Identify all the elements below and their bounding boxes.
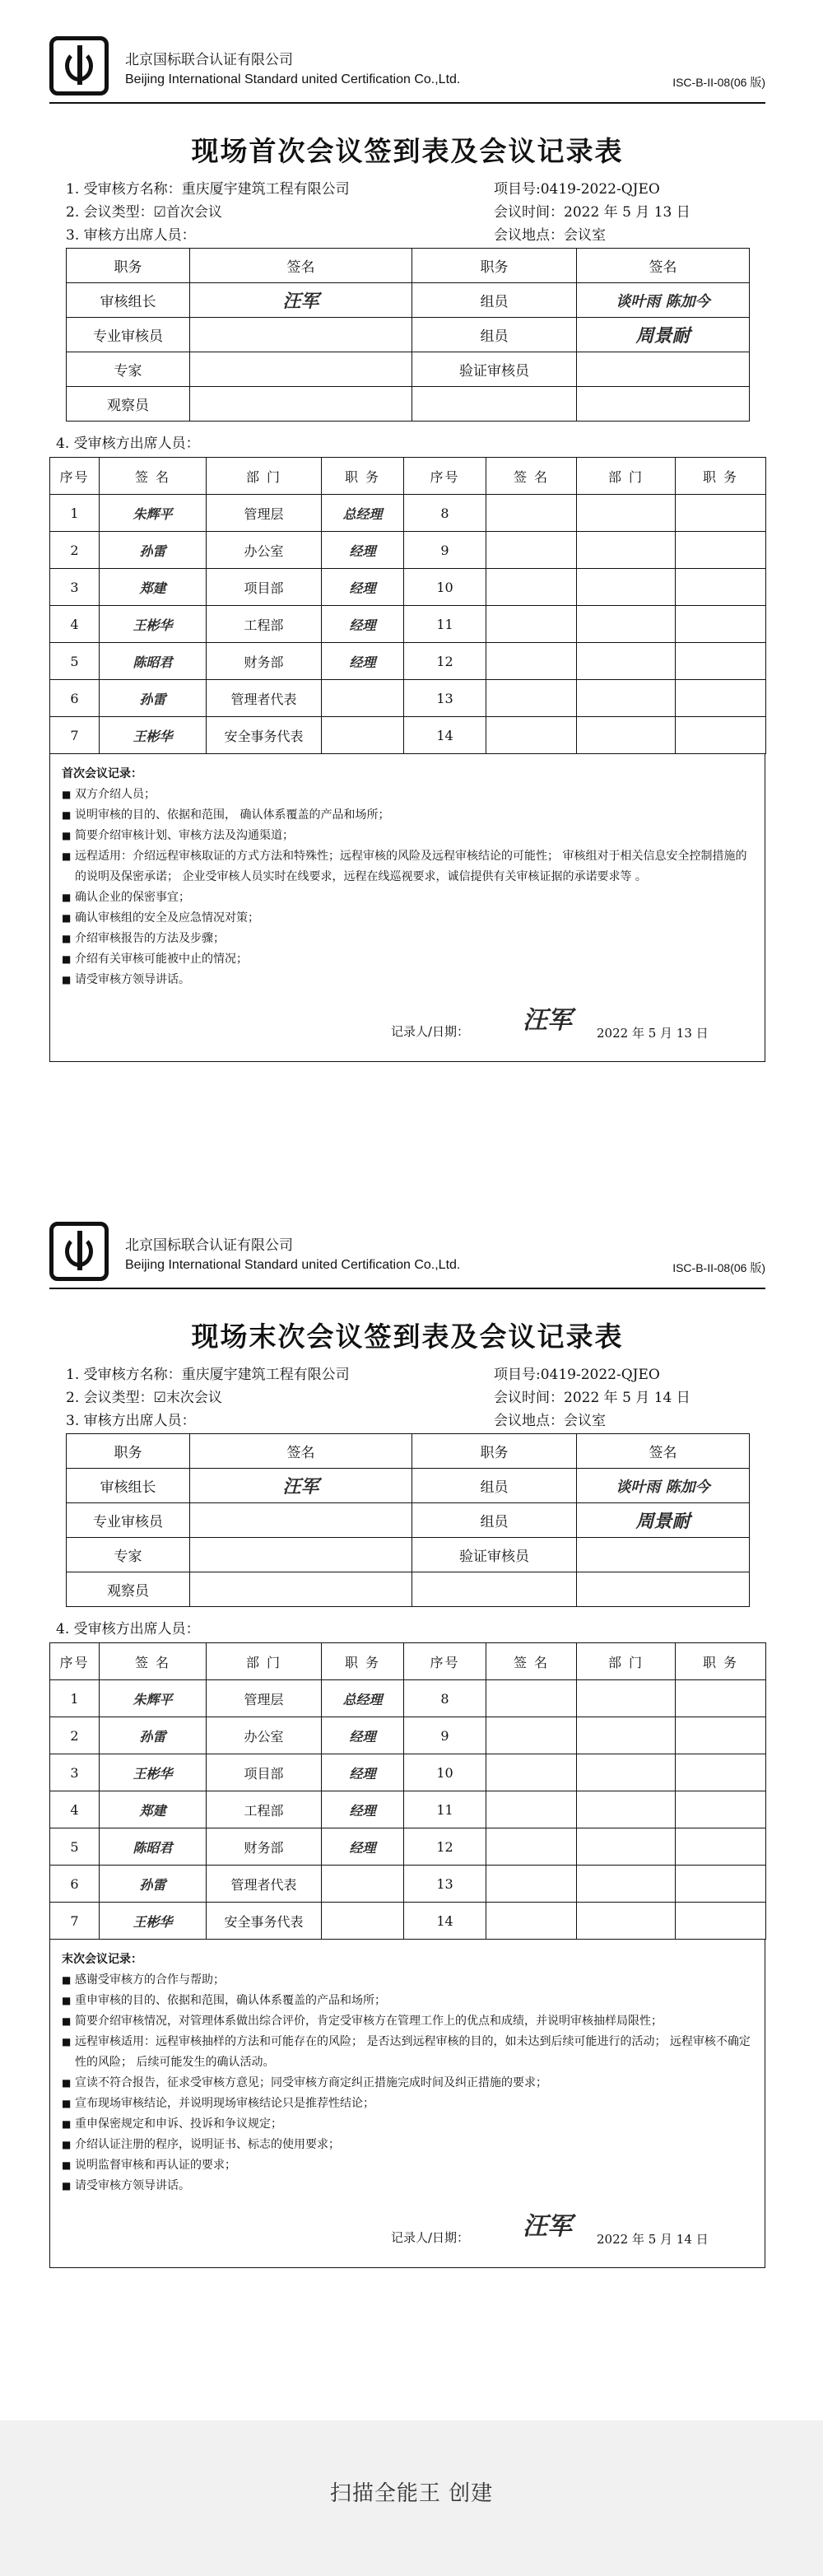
square-bullet-icon: ■	[62, 2159, 72, 2171]
list-item: ■ 远程审核适用：远程审核抽样的方法和可能存在的风险； 是否达到远程审核的目的，如未达到后续可能进行的活动； 远程审核不确定性的风险； 后续可能发生的确认活动。	[62, 2032, 753, 2073]
department: 项目部	[207, 1754, 322, 1791]
final-meeting-sheet	[49, 1218, 765, 2268]
row-number: 2	[50, 1717, 100, 1754]
signature: 周景耐	[577, 1503, 750, 1538]
auditor-attendance-table	[66, 248, 750, 422]
table-header-row	[50, 458, 766, 495]
list-item: ■ 请受审核方领导讲话。	[62, 2176, 753, 2196]
table-row	[50, 1717, 766, 1754]
table-row	[67, 1503, 750, 1538]
signature: 汪军	[190, 1469, 412, 1503]
list-item: ■ 确认企业的保密事宜；	[62, 887, 753, 908]
recorder-line	[62, 1006, 753, 1046]
row-number: 4	[50, 606, 100, 643]
header-cell: 职务	[67, 249, 190, 283]
role-cell: 观察员	[67, 387, 190, 422]
meeting-notes	[49, 754, 765, 1062]
signature: 王彬华	[100, 717, 207, 754]
auditee-name: 1. 受审核方名称：重庆厦宇建筑工程有限公司	[66, 1367, 350, 1383]
header-cell: 职务	[412, 1434, 577, 1469]
role-cell: 专家	[67, 352, 190, 387]
signature: 孙雷	[100, 532, 207, 569]
signature: 朱辉平	[100, 495, 207, 532]
table-row	[50, 1828, 766, 1866]
notes-title: 末次会议记录：	[62, 1953, 142, 1966]
square-bullet-icon: ■	[62, 1995, 72, 2006]
recorder-line	[62, 2212, 753, 2252]
scanner-footer	[0, 2420, 823, 2576]
company-name-cn: 北京国标联合认证有限公司	[125, 52, 293, 68]
position	[322, 680, 404, 717]
header-cell: 职 务	[676, 458, 766, 495]
position: 经理	[322, 1828, 404, 1866]
table-row	[67, 318, 750, 352]
header-cell: 部 门	[207, 1643, 322, 1680]
meeting-type: 2. 会议类型：☑首次会议	[66, 204, 222, 221]
list-item: ■ 说明审核的目的、依据和范围， 确认体系覆盖的产品和场所；	[62, 805, 753, 826]
list-item: ■ 宣布现场审核结论，并说明现场审核结论只是推荐性结论；	[62, 2094, 753, 2114]
position	[322, 1866, 404, 1903]
row-number: 3	[50, 1754, 100, 1791]
meeting-time: 会议时间：2022 年 5 月 13 日	[494, 204, 690, 221]
signature: 郑建	[100, 569, 207, 606]
list-item: ■ 介绍审核报告的方法及步骤；	[62, 929, 753, 949]
sheet-title: 现场末次会议签到表及会议记录表	[191, 1321, 624, 1353]
position: 经理	[322, 569, 404, 606]
department: 管理层	[207, 1680, 322, 1717]
row-number: 11	[404, 606, 486, 643]
table-row	[50, 643, 766, 680]
table-row	[50, 1903, 766, 1940]
row-number: 11	[404, 1791, 486, 1828]
table-row	[50, 1680, 766, 1717]
header-cell: 职 务	[322, 1643, 404, 1680]
row-number: 14	[404, 1903, 486, 1940]
header-cell: 签 名	[100, 458, 207, 495]
department: 办公室	[207, 1717, 322, 1754]
list-item: ■ 说明监督审核和再认证的要求；	[62, 2155, 753, 2176]
position: 经理	[322, 1754, 404, 1791]
row-number: 7	[50, 717, 100, 754]
header-cell: 序号	[404, 458, 486, 495]
square-bullet-icon: ■	[62, 974, 72, 985]
department: 工程部	[207, 1791, 322, 1828]
square-bullet-icon: ■	[62, 2077, 72, 2089]
list-item: ■ 远程适用：介绍远程审核取证的方式方法和特殊性；远程审核的风险及远程审核结论的可能性； 审核组对于相关信息安全控制措施的的说明及保密承诺； 企业受审核人员实时在线要求，远程在线巡视要求，诚信提供有关审核证据的承诺要求等 。	[62, 846, 753, 887]
table-header-row	[67, 249, 750, 283]
row-number: 5	[50, 1828, 100, 1866]
company-name-en: Beijing International Standard united Certification Co.,Ltd.	[125, 1258, 461, 1272]
row-number: 7	[50, 1903, 100, 1940]
signature: 孙雷	[100, 680, 207, 717]
recorder-signature: 汪军	[523, 2212, 572, 2241]
company-name-en: Beijing International Standard united Certification Co.,Ltd.	[125, 72, 461, 86]
meeting-info	[49, 1363, 765, 1433]
role-cell: 组员	[412, 1469, 577, 1503]
company-logo	[49, 36, 109, 95]
project-number: 项目号:0419-2022-QJEO	[494, 1367, 660, 1383]
position: 经理	[322, 606, 404, 643]
list-item: ■ 介绍有关审核可能被中止的情况；	[62, 949, 753, 970]
row-number: 3	[50, 569, 100, 606]
square-bullet-icon: ■	[62, 933, 72, 944]
table-row	[50, 717, 766, 754]
row-number: 9	[404, 1717, 486, 1754]
signature	[190, 1503, 412, 1538]
signature: 孙雷	[100, 1717, 207, 1754]
meeting-time: 会议时间：2022 年 5 月 14 日	[494, 1390, 690, 1406]
department: 财务部	[207, 643, 322, 680]
row-number: 6	[50, 680, 100, 717]
scanner-watermark: 扫描全能王 创建	[329, 2481, 494, 2506]
table-row	[50, 1754, 766, 1791]
department: 管理者代表	[207, 1866, 322, 1903]
recorder-label: 记录人/日期：	[391, 1024, 470, 1039]
square-bullet-icon: ■	[62, 2139, 72, 2150]
signature: 朱辉平	[100, 1680, 207, 1717]
header-cell: 职 务	[322, 458, 404, 495]
department: 办公室	[207, 532, 322, 569]
sheet-title: 现场首次会议签到表及会议记录表	[191, 135, 624, 167]
table-row	[50, 680, 766, 717]
table-row	[50, 1866, 766, 1903]
square-bullet-icon: ■	[62, 2098, 72, 2109]
signature	[190, 318, 412, 352]
list-item: ■ 简要介绍审核情况，对管理体系做出综合评价，肯定受审核方在管理工作上的优点和成绩，并说明审核抽样局限性；	[62, 2011, 753, 2032]
signature	[577, 1572, 750, 1607]
list-item: ■ 简要介绍审核计划、审核方法及沟通渠道；	[62, 826, 753, 846]
row-number: 4	[50, 1791, 100, 1828]
department: 管理层	[207, 495, 322, 532]
role-cell: 审核组长	[67, 283, 190, 318]
square-bullet-icon: ■	[62, 789, 72, 800]
role-cell: 审核组长	[67, 1469, 190, 1503]
square-bullet-icon: ■	[62, 850, 72, 862]
meeting-place: 会议地点：会议室	[494, 227, 606, 244]
meeting-info	[49, 177, 765, 248]
signature: 陈昭君	[100, 643, 207, 680]
square-bullet-icon: ■	[62, 1974, 72, 1986]
auditee-attendance-table	[49, 457, 766, 754]
square-bullet-icon: ■	[62, 830, 72, 841]
department: 管理者代表	[207, 680, 322, 717]
header-cell: 签名	[190, 249, 412, 283]
meeting-place: 会议地点：会议室	[494, 1413, 606, 1429]
header-cell: 部 门	[577, 1643, 676, 1680]
table-header-row	[67, 1434, 750, 1469]
role-cell: 组员	[412, 318, 577, 352]
square-bullet-icon: ■	[62, 2180, 72, 2192]
recorder-date: 2022 年 5 月 13 日	[597, 1026, 709, 1041]
list-item: ■ 重申审核的目的、依据和范围，确认体系覆盖的产品和场所；	[62, 1991, 753, 2011]
header-cell: 签 名	[486, 1643, 577, 1680]
header-cell: 签名	[577, 249, 750, 283]
row-number: 5	[50, 643, 100, 680]
row-number: 10	[404, 1754, 486, 1791]
role-cell: 观察员	[67, 1572, 190, 1607]
position: 经理	[322, 643, 404, 680]
role-cell	[412, 387, 577, 422]
signature	[577, 1538, 750, 1572]
signature	[190, 352, 412, 387]
document-code: ISC-B-II-08(06 版)	[672, 1261, 765, 1274]
row-number: 8	[404, 1680, 486, 1717]
row-number: 12	[404, 643, 486, 680]
row-number: 13	[404, 680, 486, 717]
list-item: ■ 请受审核方领导讲话。	[62, 970, 753, 990]
document-code: ISC-B-II-08(06 版)	[672, 76, 765, 89]
meeting-type: 2. 会议类型：☑末次会议	[66, 1390, 222, 1406]
auditors-label: 3. 审核方出席人员：	[66, 227, 196, 244]
position: 总经理	[322, 1680, 404, 1717]
project-number: 项目号:0419-2022-QJEO	[494, 181, 660, 198]
signature: 王彬华	[100, 606, 207, 643]
sheet-header	[49, 1218, 765, 1301]
auditor-attendance-table	[66, 1433, 750, 1607]
table-row	[67, 387, 750, 422]
square-bullet-icon: ■	[62, 2015, 72, 2027]
signature: 陈昭君	[100, 1828, 207, 1866]
position: 总经理	[322, 495, 404, 532]
department: 工程部	[207, 606, 322, 643]
table-row	[50, 606, 766, 643]
header-cell: 序号	[404, 1643, 486, 1680]
header-cell: 签 名	[100, 1643, 207, 1680]
position: 经理	[322, 532, 404, 569]
header-cell: 序号	[50, 1643, 100, 1680]
list-item: ■ 确认审核组的安全及应急情况对策；	[62, 908, 753, 929]
signature	[190, 387, 412, 422]
company-logo	[49, 1222, 109, 1281]
row-number: 13	[404, 1866, 486, 1903]
recorder-date: 2022 年 5 月 14 日	[597, 2232, 709, 2247]
table-header-row	[50, 1643, 766, 1680]
table-row	[50, 569, 766, 606]
role-cell	[412, 1572, 577, 1607]
table-row	[67, 1538, 750, 1572]
position: 经理	[322, 1791, 404, 1828]
position: 经理	[322, 1717, 404, 1754]
row-number: 8	[404, 495, 486, 532]
row-number: 2	[50, 532, 100, 569]
signature: 谈叶雨 陈加今	[577, 1469, 750, 1503]
attendees-label: 4. 受审核方出席人员：	[56, 1621, 200, 1637]
position	[322, 1903, 404, 1940]
attendees-label: 4. 受审核方出席人员：	[56, 436, 200, 452]
department: 安全事务代表	[207, 1903, 322, 1940]
role-cell: 验证审核员	[412, 1538, 577, 1572]
square-bullet-icon: ■	[62, 2036, 72, 2047]
company-name-cn: 北京国标联合认证有限公司	[125, 1237, 293, 1254]
notes-title: 首次会议记录：	[62, 767, 142, 780]
auditee-attendance-table	[49, 1642, 766, 1940]
row-number: 1	[50, 1680, 100, 1717]
header-cell: 序号	[50, 458, 100, 495]
role-cell: 专业审核员	[67, 1503, 190, 1538]
signature: 汪军	[190, 283, 412, 318]
header-cell: 部 门	[577, 458, 676, 495]
header-cell: 职务	[67, 1434, 190, 1469]
recorder-signature: 汪军	[523, 1006, 572, 1035]
header-cell: 签 名	[486, 458, 577, 495]
department: 财务部	[207, 1828, 322, 1866]
header-cell: 签名	[190, 1434, 412, 1469]
row-number: 10	[404, 569, 486, 606]
square-bullet-icon: ■	[62, 2118, 72, 2130]
recorder-label: 记录人/日期：	[391, 2230, 470, 2245]
role-cell: 组员	[412, 1503, 577, 1538]
row-number: 1	[50, 495, 100, 532]
first-meeting-sheet	[49, 33, 765, 1062]
meeting-notes	[49, 1940, 765, 2268]
row-number: 12	[404, 1828, 486, 1866]
row-number: 14	[404, 717, 486, 754]
signature	[190, 1572, 412, 1607]
role-cell: 验证审核员	[412, 352, 577, 387]
signature: 郑建	[100, 1791, 207, 1828]
department: 安全事务代表	[207, 717, 322, 754]
row-number: 6	[50, 1866, 100, 1903]
table-row	[67, 1572, 750, 1607]
signature: 周景耐	[577, 318, 750, 352]
signature: 王彬华	[100, 1903, 207, 1940]
list-item: ■ 双方介绍人员；	[62, 785, 753, 805]
table-row	[50, 495, 766, 532]
signature: 王彬华	[100, 1754, 207, 1791]
list-item: ■ 宣读不符合报告，征求受审核方意见；同受审核方商定纠正措施完成时间及纠正措施的要求；	[62, 2073, 753, 2094]
header-cell: 职 务	[676, 1643, 766, 1680]
list-item: ■ 重申保密规定和申诉、投诉和争议规定；	[62, 2114, 753, 2135]
signature	[577, 387, 750, 422]
table-row	[50, 532, 766, 569]
row-number: 9	[404, 532, 486, 569]
sheet-header	[49, 33, 765, 115]
square-bullet-icon: ■	[62, 953, 72, 965]
signature	[190, 1538, 412, 1572]
header-cell: 部 门	[207, 458, 322, 495]
header-cell: 职务	[412, 249, 577, 283]
role-cell: 组员	[412, 283, 577, 318]
signature	[577, 352, 750, 387]
table-row	[67, 283, 750, 318]
department: 项目部	[207, 569, 322, 606]
signature: 孙雷	[100, 1866, 207, 1903]
auditors-label: 3. 审核方出席人员：	[66, 1413, 196, 1429]
list-item: ■ 感谢受审核方的合作与帮助；	[62, 1970, 753, 1991]
role-cell: 专家	[67, 1538, 190, 1572]
table-row	[50, 1791, 766, 1828]
header-cell: 签名	[577, 1434, 750, 1469]
square-bullet-icon: ■	[62, 912, 72, 924]
auditee-name: 1. 受审核方名称：重庆厦宇建筑工程有限公司	[66, 181, 350, 198]
table-row	[67, 1469, 750, 1503]
signature: 谈叶雨 陈加今	[577, 283, 750, 318]
table-row	[67, 352, 750, 387]
square-bullet-icon: ■	[62, 892, 72, 903]
square-bullet-icon: ■	[62, 809, 72, 821]
role-cell: 专业审核员	[67, 318, 190, 352]
position	[322, 717, 404, 754]
list-item: ■ 介绍认证注册的程序，说明证书、标志的使用要求；	[62, 2135, 753, 2155]
